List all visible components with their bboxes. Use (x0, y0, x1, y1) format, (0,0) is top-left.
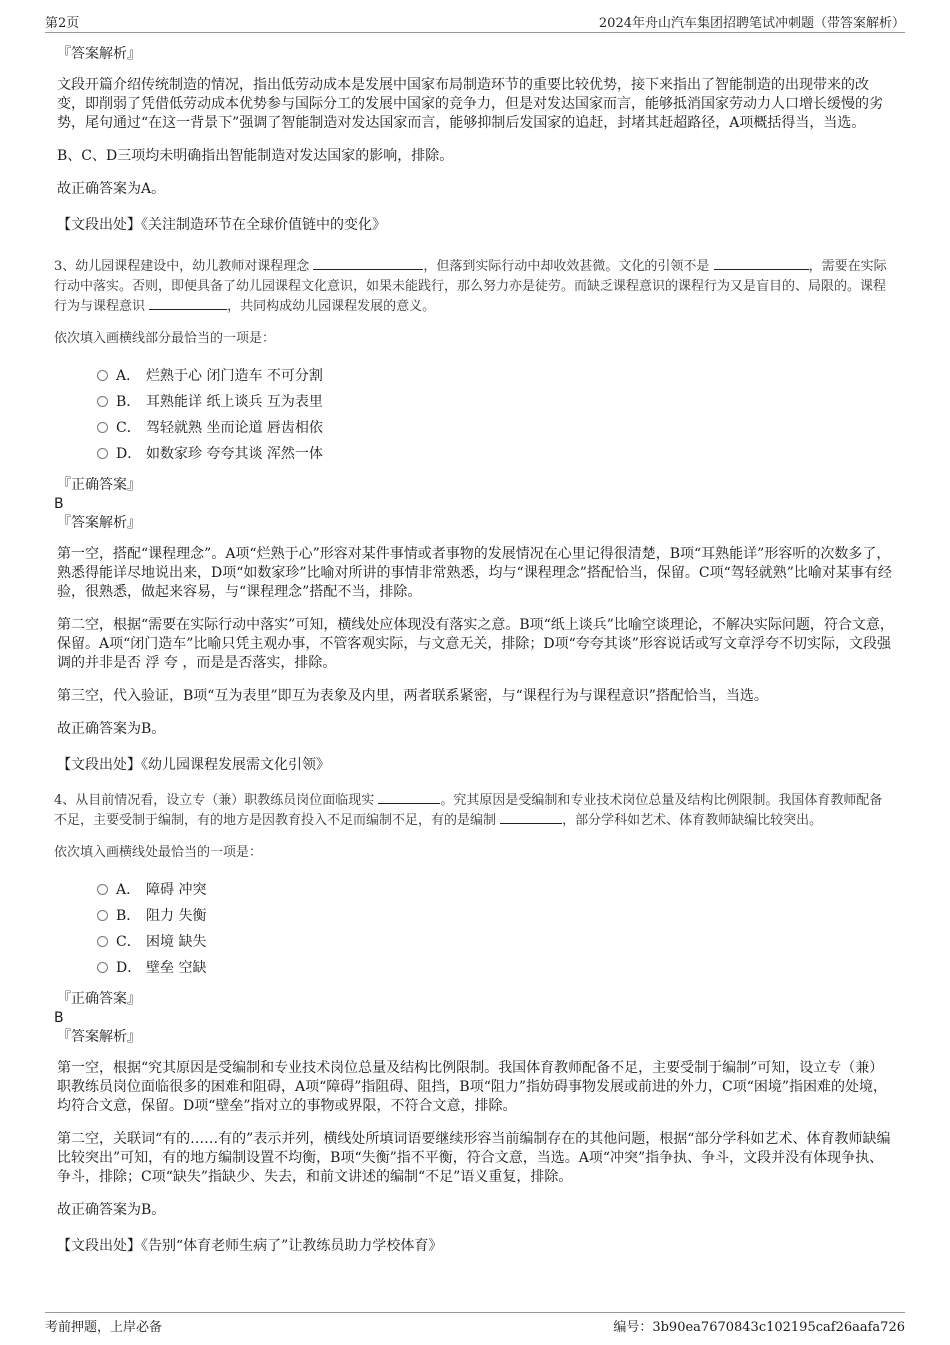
fill-blank (500, 811, 562, 824)
question-stem: 4、从目前情况看，设立专（兼）职教练员岗位面临现实 。究其原因是受编制和专业技术岗位总量及结构比例限制。我国体育教师配备不足，主要受制于编制，有的地方是因教育投入不足而编制不足，有的是编制 ，部分学科如艺术、体育教师缺编比较突出。 (54, 793, 883, 828)
option-d[interactable]: D． 壁垒 空缺 (97, 955, 895, 981)
analysis-paragraph: 故正确答案为B。 (57, 721, 166, 737)
page-header (45, 12, 905, 33)
option-c[interactable]: C． 困境 缺失 (97, 929, 895, 955)
radio-icon[interactable] (97, 422, 108, 433)
source-citation: 【文段出处】《告别“体育老师生病了”让教练员助力学校体育》 (57, 1238, 443, 1254)
question-stem: 3、幼儿园课程建设中，幼儿教师对课程理念 ，但落到实际行动中却收效甚微。文化的引领不是 ，需要在实际行动中落实。否则，即便具备了幼儿园课程文化意识，如果未能践行，那么努力亦是徒劳。而缺乏课程意识的课程行为又是盲目的、局限的。课程行为与课程意识 ，共同构成幼儿园课程发展的意义。 (54, 259, 887, 314)
analysis-paragraph: 故正确答案为A。 (57, 181, 166, 197)
option-b[interactable]: B． 耳熟能详 纸上谈兵 互为表里 (97, 389, 895, 415)
analysis-label: 『答案解析』 (57, 46, 141, 62)
radio-icon[interactable] (97, 370, 108, 381)
option-b[interactable]: B． 阻力 失衡 (97, 903, 895, 929)
analysis-paragraph: 第一空，根据“究其原因是受编制和专业技术岗位总量及结构比例限制。我国体育教师配备不足，主要受制于编制”可知，设立专（兼）职教练员岗位面临很多的困难和阻碍，A项“障碍”指阻碍、阻挡，B项“阻力”指妨碍事物发展或前进的外力，C项“困境”指困难的处境，均符合文意，保留。D项“壁垒”指对立的事物或界限，不符合文意，排除。 (57, 1060, 888, 1114)
analysis-paragraph: 故正确答案为B。 (57, 1202, 166, 1218)
option-a[interactable]: A． 烂熟于心 闭门造车 不可分割 (97, 363, 895, 389)
analysis-paragraph: 第二空，关联词“有的……有的”表示并列，横线处所填词语要继续形容当前编制存在的其他问题，根据“部分学科如艺术、体育教师缺编比较突出”可知，有的地方编制设置不均衡，B项“失衡”指不平衡，符合文意，当选。A项“冲突”指争执、争斗，文段并没有体现争执、争斗，排除；C项“缺失”指缺少、失去，和前文讲述的编制“不足”语义重复，排除。 (57, 1131, 891, 1185)
radio-icon[interactable] (97, 936, 108, 947)
option-c[interactable]: C． 驾轻就熟 坐而论道 唇齿相依 (97, 415, 895, 441)
fill-blank (313, 257, 423, 270)
question-3 (54, 257, 895, 775)
radio-icon[interactable] (97, 396, 108, 407)
option-d[interactable]: D． 如数家珍 夸夸其谈 浑然一体 (97, 441, 895, 467)
fill-blank (378, 791, 440, 804)
correct-answer-label: 『正确答案』 (57, 991, 141, 1007)
radio-icon[interactable] (97, 910, 108, 921)
question-2-tail (57, 44, 895, 235)
question-prompt: 依次填入画横线部分最恰当的一项是： (54, 331, 276, 346)
question-prompt: 依次填入画横线处最恰当的一项是： (54, 845, 263, 860)
analysis-paragraph: 第一空，搭配“课程理念”。A项“烂熟于心”形容对某件事情或者事物的发展情况在心里记得很清楚，B项“耳熟能详”形容听的次数多了，熟悉得能详尽地说出来，D项“如数家珍”比喻对所讲的事情非常熟悉，均与“课程理念”搭配恰当，保留。C项“驾轻就熟”比喻对某事有经验，很熟悉，做起来容易，与“课程理念”搭配不当，排除。 (57, 546, 892, 600)
fill-blank (714, 257, 809, 270)
source-citation: 【文段出处】《关注制造环节在全球价值链中的变化》 (57, 217, 386, 233)
page-number: 第2页 (45, 16, 80, 31)
analysis-paragraph: B、C、D三项均未明确指出智能制造对发达国家的影响，排除。 (57, 148, 454, 164)
question-4 (54, 791, 895, 1256)
document-id: 编号：3b90ea7670843c102195caf26aafa726 (613, 1320, 905, 1335)
option-list (97, 877, 895, 981)
radio-icon[interactable] (97, 884, 108, 895)
analysis-label: 『答案解析』 (57, 1029, 141, 1045)
analysis-paragraph: 第三空，代入验证，B项“互为表里”即互为表象及内里，两者联系紧密，与“课程行为与课程意识”搭配恰当，当选。 (57, 688, 768, 704)
correct-answer-label: 『正确答案』 (57, 477, 141, 493)
correct-answer: B (54, 496, 64, 512)
correct-answer: B (54, 1010, 64, 1026)
page-footer (45, 1312, 905, 1335)
option-list (97, 363, 895, 467)
fill-blank (149, 297, 227, 310)
page-content (54, 44, 895, 1256)
option-a[interactable]: A． 障碍 冲突 (97, 877, 895, 903)
footer-slogan: 考前押题，上岸必备 (45, 1320, 163, 1335)
radio-icon[interactable] (97, 448, 108, 459)
analysis-label: 『答案解析』 (57, 515, 141, 531)
source-citation: 【文段出处】《幼儿园课程发展需文化引领》 (57, 757, 330, 773)
analysis-paragraph: 第二空，根据“需要在实际行动中落实”可知，横线处应体现没有落实之意。B项“纸上谈兵”比喻空谈理论，不解决实际问题，符合文意，保留。A项“闭门造车”比喻只凭主观办事，不管客观实际，与文意无关，排除；D项“夸夸其谈”形容说话或写文章浮夸不切实际，文段强调的并非是否 浮 夸 ，而是是否落实，排除。 (57, 617, 894, 671)
analysis-paragraph: 文段开篇介绍传统制造的情况，指出低劳动成本是发展中国家布局制造环节的重要比较优势，接下来指出了智能制造的出现带来的改变，即削弱了凭借低劳动成本优势参与国际分工的发展中国家的竞争力，但是对发达国家而言，能够抵消国家劳动力人口增长缓慢的劣势，尾句通过“在这一背景下”强调了智能制造对发达国家而言，能够抑制后发国家的追赶，封堵其赶超路径，A项概括得当，当选。 (57, 77, 883, 131)
radio-icon[interactable] (97, 962, 108, 973)
document-title: 2024年舟山汽车集团招聘笔试冲刺题（带答案解析） (598, 16, 905, 31)
